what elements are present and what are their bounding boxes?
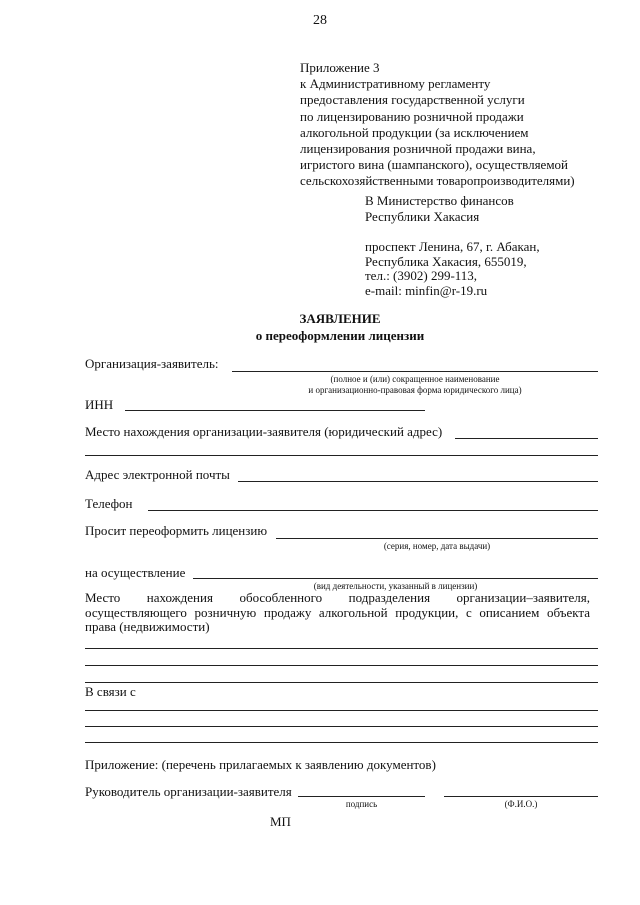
seal-label: МП bbox=[270, 814, 291, 829]
branch-input-line-2[interactable] bbox=[85, 665, 598, 666]
org-hint-1: (полное и (или) сокращенное наименование bbox=[330, 374, 500, 384]
activity-input-line[interactable] bbox=[193, 578, 598, 579]
org-hint-2: и организационно-правовая форма юридического лица) bbox=[308, 385, 522, 395]
form-subtitle: о переоформлении лицензии bbox=[255, 328, 425, 343]
recipient-line: В Министерство финансов bbox=[365, 193, 514, 208]
reason-input-line-3[interactable] bbox=[85, 742, 598, 743]
appendix-line: игристого вина (шампанского), осуществляемой bbox=[300, 157, 569, 173]
phone-input-line[interactable] bbox=[148, 510, 598, 511]
activity-label: на осуществление bbox=[85, 565, 186, 580]
org-label: Организация-заявитель: bbox=[85, 356, 219, 371]
inn-label: ИНН bbox=[85, 397, 114, 412]
renew-input-line[interactable] bbox=[276, 538, 598, 539]
location-input-line-2[interactable] bbox=[85, 455, 598, 456]
email-input-line[interactable] bbox=[238, 481, 598, 482]
branch-paragraph: Место нахождения обособленного подразделения организации–заявителя, осуществляющего розничную продажу алкогольной продукции, с описанием объекта права (недвижимости) bbox=[85, 590, 590, 634]
email-label: Адрес электронной почты bbox=[85, 467, 230, 482]
location-label: Место нахождения организации-заявителя (юридический адрес) bbox=[85, 424, 443, 439]
branch-input-line-1[interactable] bbox=[85, 648, 598, 649]
reason-input-line-1[interactable] bbox=[85, 710, 598, 711]
address-line: Республика Хакасия, 655019, bbox=[365, 253, 527, 269]
inn-input-line[interactable] bbox=[125, 410, 425, 411]
address-block bbox=[365, 240, 540, 298]
reason-input-line-2[interactable] bbox=[85, 726, 598, 727]
form-title: ЗАЯВЛЕНИЕ bbox=[299, 311, 381, 326]
location-input-line[interactable] bbox=[455, 438, 598, 439]
renew-hint: (серия, номер, дата выдачи) bbox=[383, 541, 491, 551]
activity-hint: (вид деятельности, указанный в лицензии) bbox=[313, 581, 478, 591]
recipient-block bbox=[365, 193, 514, 225]
address-line: e-mail: minfin@r-19.ru bbox=[365, 282, 488, 298]
org-input-line[interactable] bbox=[232, 371, 598, 372]
attachment-label: Приложение: (перечень прилагаемых к заявлению документов) bbox=[85, 757, 436, 772]
phone-label: Телефон bbox=[85, 496, 133, 511]
renew-label: Просит переоформить лицензию bbox=[85, 523, 268, 538]
signature-hint: подпись bbox=[345, 799, 378, 809]
branch-input-line-3[interactable] bbox=[85, 682, 598, 683]
appendix-header bbox=[300, 60, 575, 190]
name-hint: (Ф.И.О.) bbox=[504, 799, 538, 809]
reason-label: В связи с bbox=[85, 684, 136, 699]
head-label: Руководитель организации-заявителя bbox=[85, 784, 292, 799]
signature-input-line[interactable] bbox=[298, 796, 425, 797]
name-input-line[interactable] bbox=[444, 796, 598, 797]
appendix-line: по лицензированию розничной продажи bbox=[300, 108, 524, 124]
appendix-line: Приложение 3 bbox=[300, 60, 380, 75]
appendix-line: алкогольной продукции (за исключением bbox=[300, 124, 529, 140]
appendix-line: к Административному регламенту bbox=[300, 76, 491, 92]
appendix-line: сельскохозяйственными товаропроизводителями) bbox=[300, 173, 575, 189]
page-number: 28 bbox=[313, 13, 327, 28]
appendix-line: предоставления государственной услуги bbox=[300, 92, 525, 108]
recipient-line: Республики Хакасия bbox=[365, 209, 480, 225]
address-line: тел.: (3902) 299-113, bbox=[365, 268, 478, 283]
address-line: проспект Ленина, 67, г. Абакан, bbox=[365, 239, 540, 254]
appendix-line: лицензирования розничной продажи вина, bbox=[300, 141, 536, 157]
